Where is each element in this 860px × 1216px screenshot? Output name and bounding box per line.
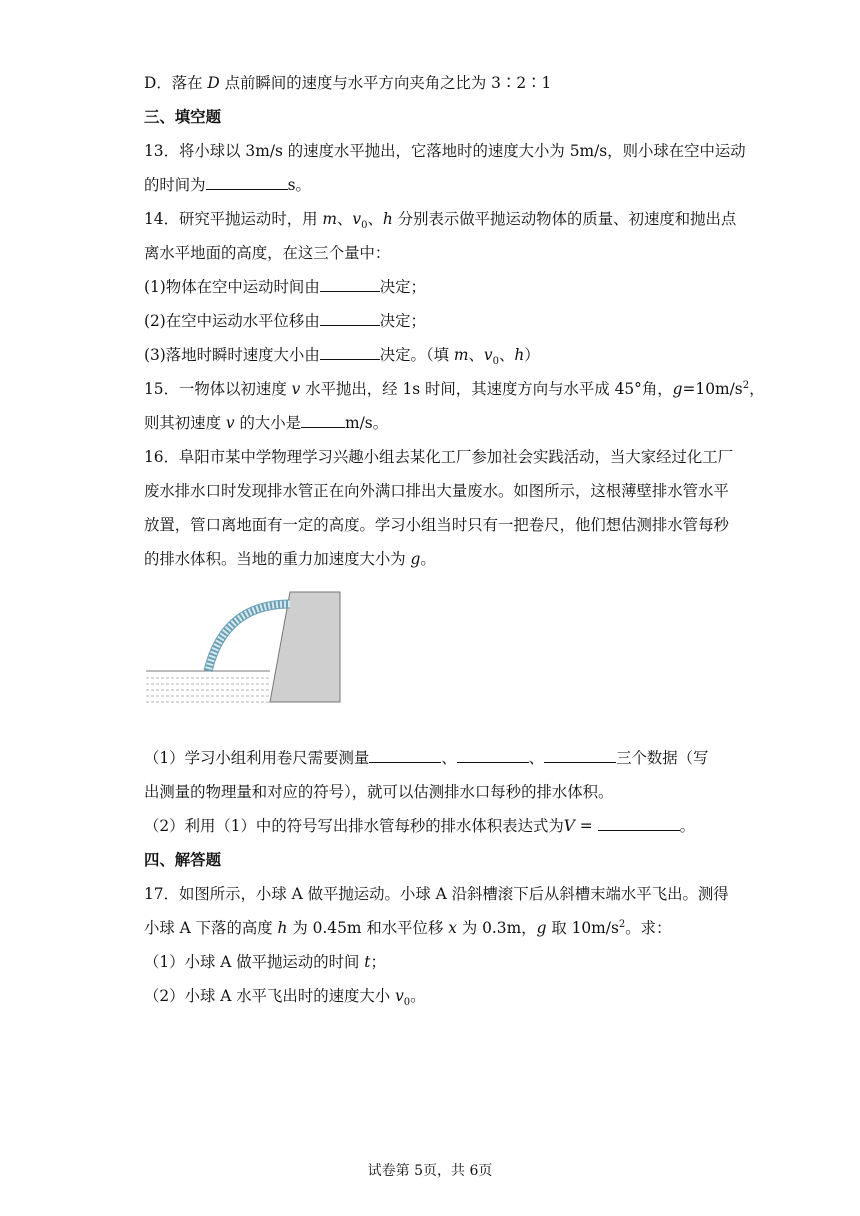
drainage-pipe-figure xyxy=(144,576,354,708)
q16-sub2: （2）利用（1）中的符号写出排水管每秒的排水体积表达式为V = 。 xyxy=(144,817,695,835)
q12-option-d: D．落在 D 点前瞬间的速度与水平方向夹角之比为 3∶2∶1 xyxy=(144,74,552,92)
q14-part2: (2)在空中运动水平位移由 决定； xyxy=(144,312,426,330)
q13-line1: 13．将小球以 3m/s 的速度水平抛出，它落地时的速度大小为 5m/s，则小球在空中运动 xyxy=(144,142,746,160)
q14-blank-2[interactable] xyxy=(320,310,380,326)
q13-answer-blank[interactable] xyxy=(206,174,288,190)
q13-line2: 的时间为 s。 xyxy=(144,176,311,194)
q15-answer-blank[interactable] xyxy=(301,412,345,428)
q16-volume-blank[interactable] xyxy=(598,815,680,831)
q16-line1: 16．阜阳市某中学物理学习兴趣小组去某化工厂参加社会实践活动，当大家经过化工厂 xyxy=(144,448,734,466)
q16-sub1-line2: 出测量的物理量和对应的符号），就可以估测排水口每秒的排水体积。 xyxy=(144,783,614,801)
q16-blank-1[interactable] xyxy=(369,747,441,763)
q17-sub2: （2）小球 A 水平飞出时的速度大小 $v_0$。 xyxy=(144,987,426,1009)
q16-blank-2[interactable] xyxy=(457,747,529,763)
q16-sub1-line1: （1）学习小组利用卷尺需要测量 、 、 三个数据（写 xyxy=(144,749,709,767)
page-footer: 试卷第 5页，共 6页 xyxy=(367,1163,493,1179)
q14-line1: 14．研究平抛运动时，用 m、$v_0$、h 分别表示做平抛运动物体的质量、初速度和抛出点 xyxy=(144,210,737,232)
q15-line1: 15．一物体以初速度 v 水平抛出，经 1s 时间，其速度方向与水平成 45°角，$g=10m/s^2$， xyxy=(144,379,765,398)
q14-part3: (3)落地时瞬时速度大小由 决定。（填 m、$v_0$、h） xyxy=(144,346,540,368)
q16-line2: 废水排水口时发现排水管正在向外满口排出大量废水。如图所示，这根薄壁排水管水平 xyxy=(144,482,729,500)
q14-blank-3[interactable] xyxy=(320,344,380,360)
q16-blank-3[interactable] xyxy=(544,747,616,763)
q17-line2: 小球 A 下落的高度 h 为 0.45m 和水平位移 x 为 0.3m，g 取 $10m/s^2$。求： xyxy=(144,918,672,937)
q14-line2: 离水平地面的高度，在这三个量中： xyxy=(144,244,391,262)
q17-line1: 17．如图所示，小球 A 做平抛运动。小球 A 沿斜槽滚下后从斜槽末端水平飞出。测得 xyxy=(144,885,729,903)
q14-blank-1[interactable] xyxy=(320,276,380,292)
section-3-title: 三、填空题 xyxy=(144,108,221,126)
q16-line4: 的排水体积。当地的重力加速度大小为 g。 xyxy=(144,550,436,568)
water-surface xyxy=(146,671,270,702)
q16-line3: 放置，管口离地面有一定的高度。学习小组当时只有一把卷尺，他们想估测排水管每秒 xyxy=(144,516,729,534)
q15-line2: 则其初速度 v 的大小是 m/s。 xyxy=(144,414,389,432)
q14-part1: (1)物体在空中运动时间由 决定； xyxy=(144,278,426,296)
section-4-title: 四、解答题 xyxy=(144,851,221,869)
q17-sub1: （1）小球 A 做平抛运动的时间 t； xyxy=(144,953,386,971)
